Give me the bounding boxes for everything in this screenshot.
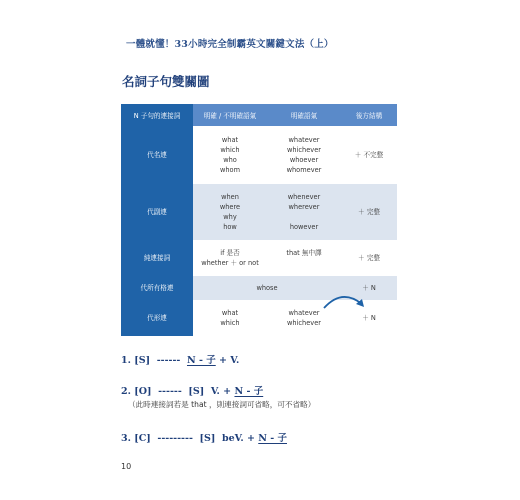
cell-col2 — [267, 184, 341, 240]
cell-col1 — [193, 184, 267, 240]
cell-col1 — [193, 300, 267, 336]
cell-word — [267, 212, 341, 222]
cell-col2 — [267, 126, 341, 184]
cell-word: whichever — [287, 146, 321, 154]
cell-word: however — [289, 223, 319, 231]
header-structure: 後方結構 — [341, 104, 397, 126]
cell-word: how — [223, 223, 237, 231]
cell-structure: ＋ 完整 — [341, 184, 397, 240]
table-header-row — [121, 104, 397, 126]
table-row — [121, 240, 397, 276]
cell-word: whomever — [286, 166, 322, 174]
curved-arrow-icon — [320, 290, 372, 314]
header-conjunction: N 子句的連接詞 — [121, 104, 193, 126]
rule-underlined: N - 子 — [258, 433, 287, 444]
rule-2-note: （此時連接詞若是 that ，則連接詞可省略，可不省略） — [128, 400, 316, 409]
table-row — [121, 184, 397, 240]
cell-word: wherever — [288, 203, 320, 211]
cell-structure: ＋ 完整 — [341, 240, 397, 276]
section-title: 名詞子句雙關圖 — [122, 74, 210, 89]
cell-word: whenever — [287, 193, 321, 201]
row-label: 代所有格連 — [121, 276, 193, 300]
header-definite: 明確語氣 — [267, 104, 341, 126]
cell-word: who — [223, 156, 237, 164]
rule-text: [C] --------- [S] beV. + — [134, 433, 259, 444]
rule-number: 3. — [121, 433, 131, 444]
rule-number: 1. — [121, 355, 131, 366]
cell-col1 — [193, 240, 267, 276]
cell-whose: whose — [193, 276, 341, 300]
cell-word: what — [221, 136, 239, 144]
cell-word: whatever — [288, 136, 320, 144]
cell-structure: ＋ N — [341, 300, 397, 336]
cell-word: where — [219, 203, 241, 211]
cell-word: whoever — [289, 156, 319, 164]
cell-word: whichever — [287, 319, 321, 327]
row-label: 純連接詞 — [121, 240, 193, 276]
cell-structure: ＋ 不完整 — [341, 126, 397, 184]
rule-number: 2. — [121, 386, 131, 397]
cell-word: whatever — [288, 309, 320, 317]
rule-text: [S] ------ — [134, 355, 187, 366]
cell-col1 — [193, 126, 267, 184]
cell-word: when — [221, 193, 239, 201]
page-number: 10 — [121, 462, 132, 471]
rule-text: + V. — [215, 355, 240, 366]
cell-structure: ＋ N — [341, 276, 397, 300]
cell-col2 — [267, 240, 341, 276]
rule-3 — [121, 430, 287, 444]
row-label: 代形連 — [121, 300, 193, 336]
cell-word: if 是否 — [220, 249, 240, 257]
rule-1 — [121, 352, 239, 366]
running-header: 一體就懂！33小時完全制霸英文關鍵文法（上） — [126, 39, 334, 50]
row-label: 代名連 — [121, 126, 193, 184]
cell-word: whether ＋ or not — [201, 259, 259, 267]
cell-word: whom — [219, 166, 241, 174]
rule-text: [O] ------ [S] V. + — [134, 386, 235, 397]
cell-word: what — [221, 309, 239, 317]
rule-2 — [121, 383, 263, 397]
row-label: 代副連 — [121, 184, 193, 240]
rule-underlined: N - 子 — [234, 386, 264, 397]
rule-underlined: N - 子 — [186, 355, 216, 366]
table-row — [121, 126, 397, 184]
cell-word: which — [220, 319, 240, 327]
cell-word: which — [220, 146, 240, 154]
cell-word: that 無中譯 — [286, 249, 322, 257]
cell-spacer — [267, 258, 341, 268]
header-definite-indefinite: 明確 / 不明確語氣 — [193, 104, 267, 126]
cell-word: why — [223, 213, 237, 221]
